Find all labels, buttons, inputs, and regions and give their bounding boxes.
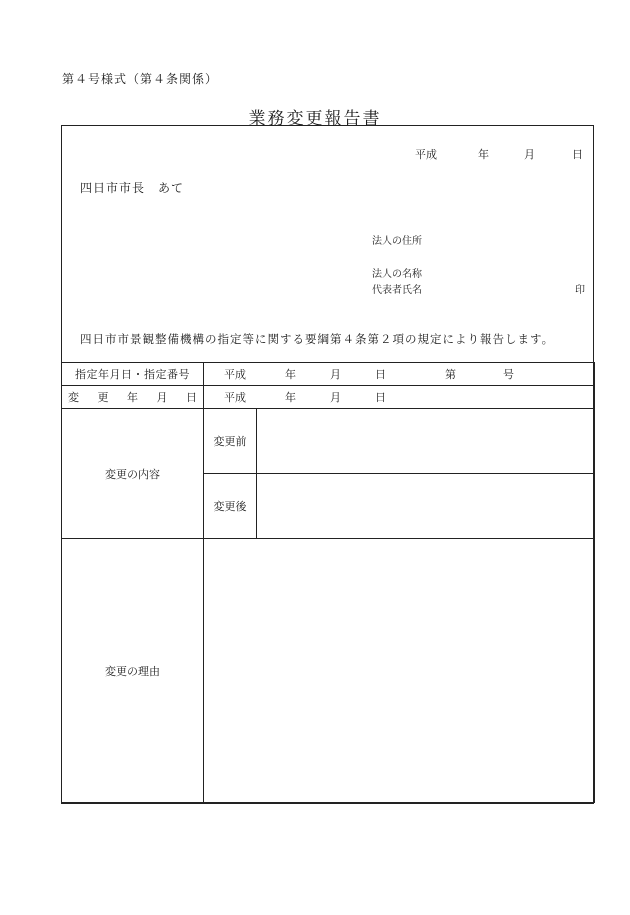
reason-row — [62, 539, 595, 803]
designation-value[interactable] — [204, 363, 595, 386]
change-date-month: 月 — [330, 391, 341, 404]
after-change-label: 変更後 — [204, 474, 257, 539]
report-statement: 四日市市景観整備機構の指定等に関する要綱第４条第２項の規定により報告します。 — [80, 332, 555, 346]
change-date-label-char: 更 — [97, 391, 109, 404]
designation-day: 日 — [375, 368, 386, 381]
corporation-name-label: 法人の名称 — [372, 269, 422, 280]
corporation-address-label: 法人の住所 — [372, 236, 422, 247]
designation-number-prefix: 第 — [445, 368, 456, 381]
change-date-label-char: 年 — [127, 391, 138, 404]
report-table — [61, 362, 595, 803]
change-date-label-char: 変 — [68, 391, 79, 404]
before-change-label: 変更前 — [204, 409, 257, 474]
change-date-label-char: 日 — [186, 391, 197, 404]
change-date-label-char: 月 — [156, 391, 168, 404]
change-content-label: 変更の内容 — [62, 409, 204, 539]
form-frame — [61, 125, 594, 804]
date-year: 年 — [478, 148, 489, 161]
change-date-row — [62, 386, 595, 409]
designation-year: 年 — [285, 368, 296, 381]
change-reason-label: 変更の理由 — [62, 539, 204, 803]
date-month: 月 — [524, 148, 535, 161]
submission-date — [415, 146, 583, 162]
change-reason-field[interactable] — [204, 539, 595, 803]
change-date-era: 平成 — [224, 391, 246, 404]
change-date-label — [62, 386, 204, 409]
document-title: 業務変更報告書 — [248, 109, 382, 129]
date-era: 平成 — [415, 148, 437, 161]
representative-name-label: 代表者氏名 — [372, 285, 422, 296]
designation-row — [62, 363, 595, 386]
form-number: 第４号様式（第４条関係） — [62, 72, 219, 86]
designation-month: 月 — [330, 368, 341, 381]
addressee: 四日市市長 あて — [80, 181, 185, 195]
after-change-field[interactable] — [257, 474, 595, 539]
before-change-field[interactable] — [257, 409, 595, 474]
change-date-year: 年 — [285, 391, 296, 404]
date-day: 日 — [572, 148, 583, 161]
seal-mark: 印 — [575, 285, 585, 296]
designation-label: 指定年月日・指定番号 — [62, 363, 204, 386]
change-before-row — [62, 409, 595, 474]
designation-number-suffix: 号 — [503, 368, 514, 381]
change-date-day: 日 — [375, 391, 386, 404]
change-date-value[interactable] — [204, 386, 595, 409]
designation-era: 平成 — [224, 368, 246, 381]
